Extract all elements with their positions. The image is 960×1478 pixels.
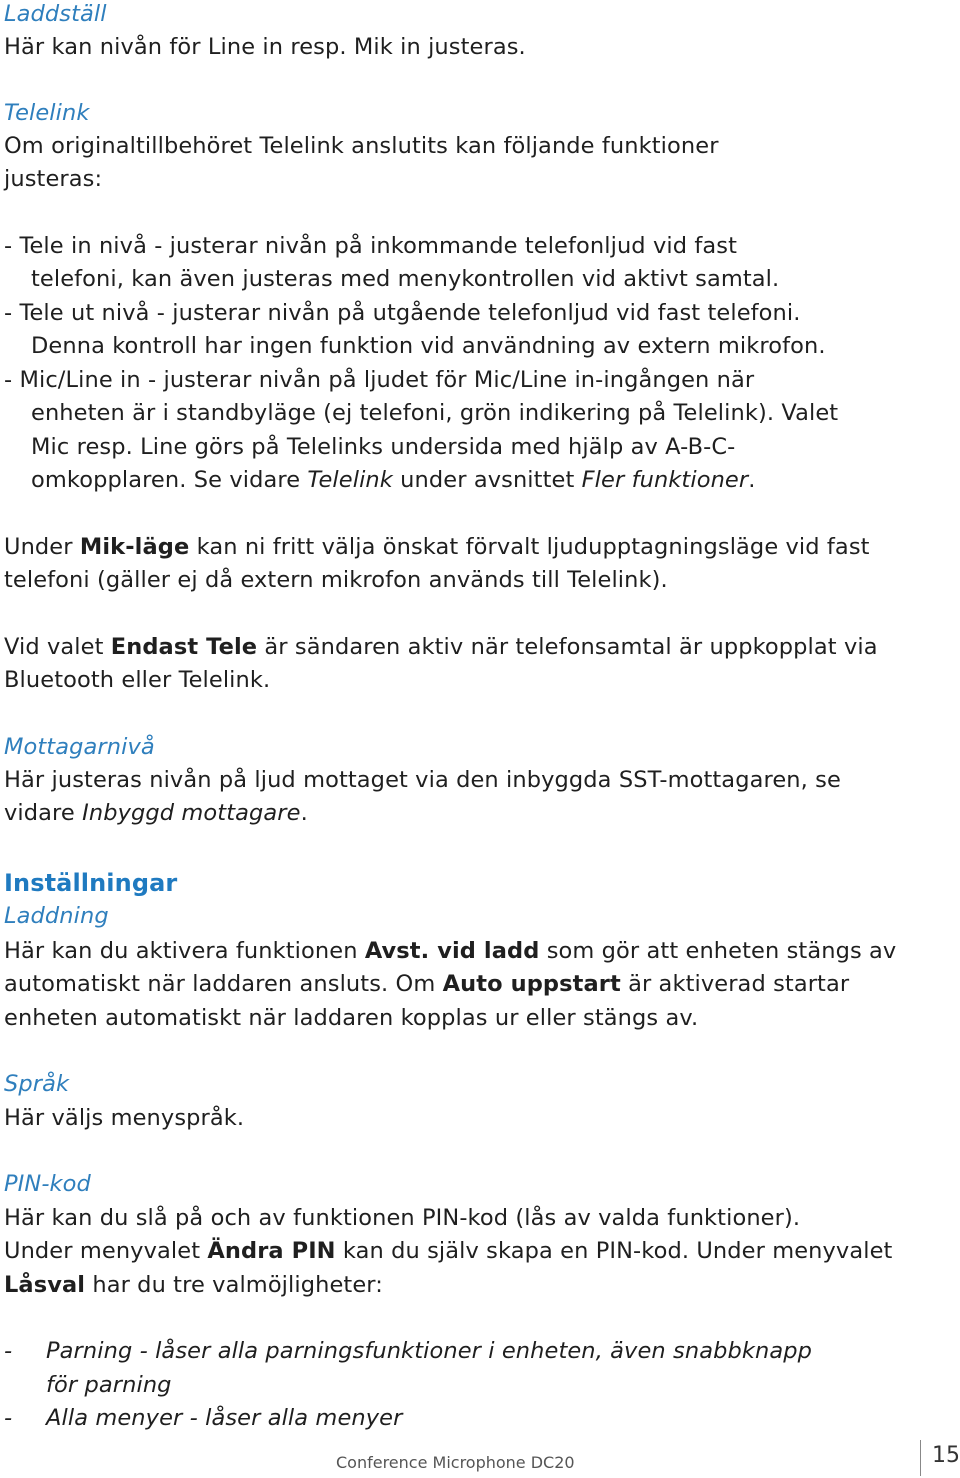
bullet-line: Mic resp. Line görs på Telelinks undersida med hjälp av A-B-C-: [31, 434, 736, 460]
heading-sprak: Språk: [4, 1071, 70, 1097]
paragraph-line: Här kan du aktivera funktionen Avst. vid ladd som gör att enheten stängs av: [4, 938, 897, 964]
heading-laddstall: Laddställ: [4, 1, 107, 27]
heading-pin-kod: PIN-kod: [4, 1171, 91, 1197]
heading-telelink: Telelink: [4, 100, 90, 126]
heading-laddning: Laddning: [4, 903, 109, 929]
bullet-line: enheten är i standbyläge (ej telefoni, grön indikering på Telelink). Valet: [31, 400, 839, 426]
paragraph-line: Under menyvalet Ändra PIN kan du själv skapa en PIN-kod. Under menyvalet: [4, 1238, 893, 1264]
footer-divider: [920, 1440, 921, 1476]
paragraph-line: Här justeras nivån på ljud mottaget via den inbyggda SST-mottagaren, se: [4, 767, 841, 793]
bullet-line: omkopplaren. Se vidare Telelink under avsnittet Fler funktioner.: [31, 467, 756, 493]
bullet-line: - Tele ut nivå - justerar nivån på utgående telefonljud vid fast telefoni.: [4, 300, 801, 326]
heading-installningar: Inställningar: [4, 869, 178, 897]
paragraph-line: Låsval har du tre valmöjligheter:: [4, 1272, 383, 1298]
bullet-line: - Tele in nivå - justerar nivån på inkommande telefonljud vid fast: [4, 233, 737, 259]
paragraph-line: Här väljs menyspråk.: [4, 1105, 245, 1131]
paragraph-line: justeras:: [4, 166, 103, 192]
page-number: 15: [932, 1443, 960, 1468]
heading-mottagarniva: Mottagarnivå: [4, 734, 155, 760]
option-line: Parning - låser alla parningsfunktioner i enheten, även snabbknapp: [46, 1338, 813, 1364]
paragraph-line: Under Mik-läge kan ni fritt välja önskat förvalt ljudupptagningsläge vid fast: [4, 534, 870, 560]
bullet-line: Denna kontroll har ingen funktion vid användning av extern mikrofon.: [31, 333, 826, 359]
option-line: Alla menyer - låser alla menyer: [46, 1405, 403, 1431]
paragraph-line: enheten automatiskt när laddaren kopplas ur eller stängs av.: [4, 1005, 699, 1031]
option-dash: -: [4, 1338, 13, 1364]
paragraph-line: vidare Inbyggd mottagare.: [4, 800, 308, 826]
paragraph-line: Vid valet Endast Tele är sändaren aktiv när telefonsamtal är uppkopplat via: [4, 634, 878, 660]
bullet-line: - Mic/Line in - justerar nivån på ljudet för Mic/Line in-ingången när: [4, 367, 755, 393]
paragraph-line: Här kan du slå på och av funktionen PIN-kod (lås av valda funktioner).: [4, 1205, 801, 1231]
footer-title: Conference Microphone DC20: [336, 1453, 575, 1472]
paragraph-line: Om originaltillbehöret Telelink anslutits kan följande funktioner: [4, 133, 719, 159]
paragraph-line: automatiskt när laddaren ansluts. Om Auto uppstart är aktiverad startar: [4, 971, 850, 997]
paragraph-line: Bluetooth eller Telelink.: [4, 667, 271, 693]
paragraph-line: Här kan nivån för Line in resp. Mik in justeras.: [4, 34, 526, 60]
paragraph-line: telefoni (gäller ej då extern mikrofon används till Telelink).: [4, 567, 668, 593]
bullet-line: telefoni, kan även justeras med menykontrollen vid aktivt samtal.: [31, 266, 780, 292]
option-dash: -: [4, 1405, 13, 1431]
option-line: för parning: [46, 1372, 172, 1398]
